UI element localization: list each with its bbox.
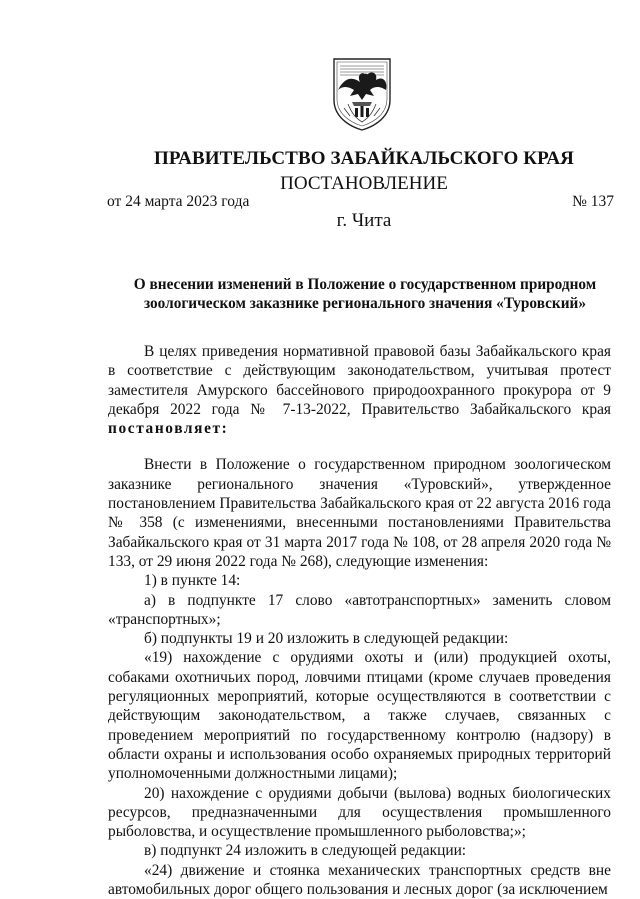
body-paragraph: «24) движение и стоянка механических транспортных средств вне автомобильных дорог общего пользования и лесных дорог (за исключением xyxy=(108,861,611,899)
body-paragraph: Внести в Положение о государственном природном зоологическом заказнике регионального значения «Туровский», утвержденное постановлением Правительства Забайкальского края от 22 августа 2016 года № 358 (с изменениями, внесенными постановлениями Правительства Забайкальского края от 31 марта 2017 года № 108, от 28 апреля 2020 года № 133, от 29 июня 2022 года № 268), следующие изменения: xyxy=(108,456,611,570)
preamble-paragraph xyxy=(108,342,611,438)
decree-word: постановляет: xyxy=(108,420,229,438)
preamble-text: В целях приведения нормативной правовой базы Забайкальского края в соответствие с действующим законодательством, учитывая протест заместителя Амурского бассейнового природоохранного прокурора от 9 декабря 2022 года № 7-13-2022, Правительство Забайкальского края xyxy=(108,343,611,418)
document-date: от 24 марта 2023 года xyxy=(107,193,250,210)
document-city: г. Чита xyxy=(336,210,392,231)
body-paragraph: в) подпункт 24 изложить в следующей редакции: xyxy=(144,842,467,860)
body-paragraph: а) в подпункте 17 слово «автотранспортных» заменить словом «транспортных»; xyxy=(108,591,611,628)
organization-title: ПРАВИТЕЛЬСТВО ЗАБАЙКАЛЬСКОГО КРАЯ xyxy=(153,148,574,169)
document-heading: О внесении изменений в Положение о государственном природном зоологическом заказнике регионального значения «Туровский» xyxy=(133,276,597,312)
body-paragraph: б) подпункты 19 и 20 изложить в следующей редакции: xyxy=(144,630,509,648)
body-paragraph: «19) нахождение с орудиями охоты и (или) продукцией охоты, собаками охотничьих пород, ловчими птицами (кроме случаев проведения регуляционных мероприятий, которые осуществляются в соответствии с действующим законодательством, а также случаев, связанных с проведением мероприятий по государственному контролю (надзору) в области охраны и использования особо охраняемых природных территорий уполномоченными должностными лицами); xyxy=(108,649,611,783)
coat-of-arms-emblem xyxy=(330,56,394,132)
body-paragraph: 20) нахождение с орудиями добычи (вылова) водных биологических ресурсов, предназначенными для осуществления промышленного рыболовства, и осуществление промышленного рыболовства;»; xyxy=(108,784,611,841)
document-type: ПОСТАНОВЛЕНИЕ xyxy=(280,173,448,194)
document-body xyxy=(108,342,611,899)
document-number: № 137 xyxy=(572,193,614,210)
body-paragraph: 1) в пункте 14: xyxy=(144,572,241,590)
